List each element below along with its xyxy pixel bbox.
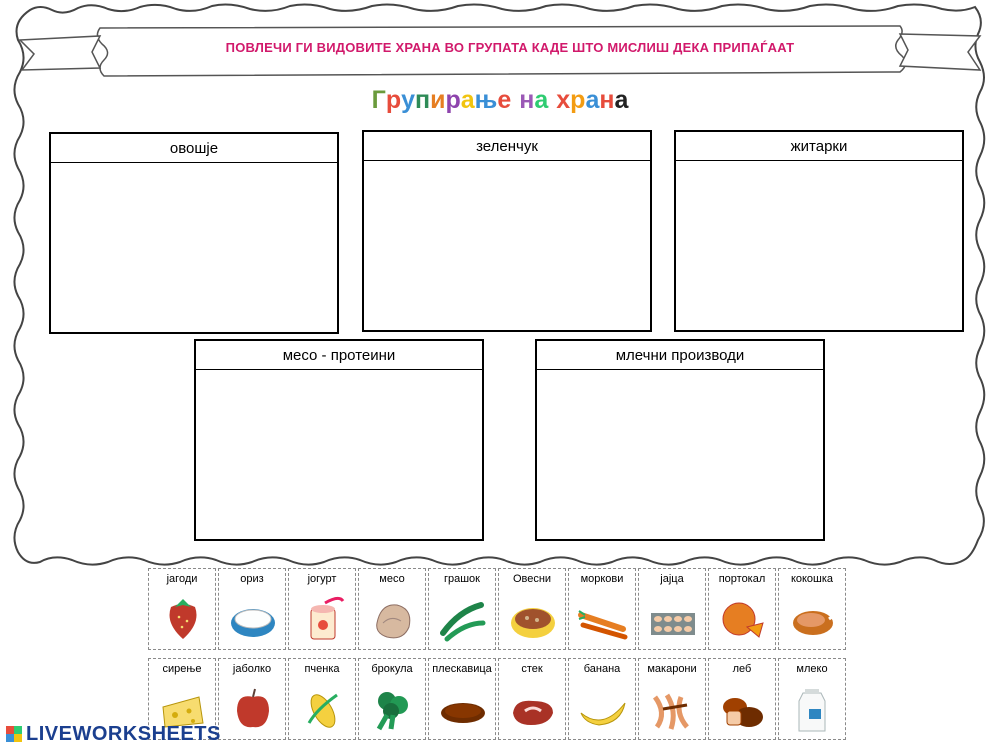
food-card-broccoli[interactable] — [358, 658, 426, 740]
pasta-icon — [647, 683, 699, 733]
food-card-label: портокал — [718, 573, 766, 585]
title-letter: а — [460, 86, 475, 114]
group-box-grains[interactable] — [674, 130, 964, 332]
title-letter: р — [570, 86, 586, 114]
oats-icon — [507, 593, 559, 643]
food-card-label: плескавица — [432, 663, 492, 675]
title-letter: а — [585, 86, 600, 114]
drop-zone-meat-protein[interactable] — [196, 370, 482, 539]
group-box-dairy[interactable] — [535, 339, 825, 541]
title-letter: а — [614, 86, 629, 114]
food-card-label: брокула — [371, 663, 413, 675]
patty-icon — [437, 683, 489, 733]
food-card-label: банана — [583, 663, 621, 675]
milk-icon — [787, 683, 839, 733]
food-card-bread[interactable] — [708, 658, 776, 740]
food-card-chicken[interactable] — [778, 568, 846, 650]
food-card-pasta[interactable] — [638, 658, 706, 740]
food-card-corn[interactable] — [288, 658, 356, 740]
food-card-rice[interactable] — [218, 568, 286, 650]
chicken-icon — [787, 593, 839, 643]
group-label-grains: житарки — [676, 132, 962, 161]
drop-zone-vegetables[interactable] — [364, 161, 650, 330]
meat-icon — [367, 593, 419, 643]
yogurt-icon — [297, 593, 349, 643]
food-card-banana[interactable] — [568, 658, 636, 740]
drop-zone-grains[interactable] — [676, 161, 962, 330]
title-letter: п — [415, 86, 431, 114]
title-letter: р — [385, 86, 402, 114]
food-card-patty[interactable] — [428, 658, 496, 740]
ribbon-right-tail — [900, 34, 980, 70]
title-letter: Г — [371, 86, 386, 114]
food-card-eggs[interactable] — [638, 568, 706, 650]
food-card-label: пченка — [304, 663, 340, 675]
food-card-label: макарони — [647, 663, 697, 675]
food-card-label: јогурт — [307, 573, 337, 585]
steak-icon — [507, 683, 559, 733]
food-card-strawberry[interactable] — [148, 568, 216, 650]
brand-name: LIVEWORKSHEETS — [26, 722, 221, 745]
food-card-steak[interactable] — [498, 658, 566, 740]
food-card-label: кокошка — [790, 573, 834, 585]
rice-icon — [227, 593, 279, 643]
food-card-label: Овесни — [512, 573, 552, 585]
corn-icon — [297, 683, 349, 733]
food-card-label: месо — [379, 573, 405, 585]
group-label-fruit: овошје — [51, 134, 337, 163]
group-box-meat-protein[interactable] — [194, 339, 484, 541]
food-card-carrots[interactable] — [568, 568, 636, 650]
title-letter: у — [401, 86, 415, 114]
title-letter: н — [519, 86, 535, 114]
food-card-label: стек — [521, 663, 543, 675]
food-card-oats[interactable] — [498, 568, 566, 650]
food-card-apple[interactable] — [218, 658, 286, 740]
food-card-yogurt[interactable] — [288, 568, 356, 650]
title-letter: а — [534, 86, 549, 114]
liveworksheets-logo — [6, 722, 221, 746]
food-card-label: млеко — [796, 663, 828, 675]
page-title — [0, 86, 1000, 115]
title-letter: е — [497, 86, 512, 114]
food-card-milk[interactable] — [778, 658, 846, 740]
group-box-fruit[interactable] — [49, 132, 339, 334]
food-cards-tray — [140, 562, 852, 740]
logo-mark-icon — [6, 726, 22, 742]
drop-zone-fruit[interactable] — [51, 163, 337, 332]
title-letter: р — [445, 86, 461, 114]
bread-icon — [717, 683, 769, 733]
group-label-meat-protein: месо - протеини — [196, 341, 482, 370]
group-label-dairy: млечни производи — [537, 341, 823, 370]
title-letter: н — [599, 86, 615, 114]
apple-icon — [227, 683, 279, 733]
peas-icon — [437, 593, 489, 643]
ribbon-left-tail — [20, 36, 100, 70]
carrots-icon — [577, 593, 629, 643]
orange-icon — [717, 593, 769, 643]
food-card-meat[interactable] — [358, 568, 426, 650]
food-card-label: ориз — [240, 573, 264, 585]
food-card-label: грашок — [443, 573, 480, 585]
food-card-label: леб — [732, 663, 752, 675]
instruction-text: ПОВЛЕЧИ ГИ ВИДОВИТЕ ХРАНА ВО ГРУПАТА КАДЕ ШТО МИСЛИШ ДЕКА ПРИПАЃААТ — [225, 40, 795, 55]
group-box-vegetables[interactable] — [362, 130, 652, 332]
food-card-label: јајца — [660, 573, 684, 585]
food-card-peas[interactable] — [428, 568, 496, 650]
food-card-label: јагоди — [166, 573, 198, 585]
drop-zone-dairy[interactable] — [537, 370, 823, 539]
broccoli-icon — [367, 683, 419, 733]
group-label-vegetables: зеленчук — [364, 132, 650, 161]
title-letter: и — [430, 86, 446, 114]
title-letter: њ — [474, 86, 498, 114]
food-card-label: моркови — [580, 573, 624, 585]
food-card-label: јаболко — [232, 663, 272, 675]
title-letter: х — [556, 86, 571, 114]
food-card-orange[interactable] — [708, 568, 776, 650]
food-card-label: сирење — [162, 663, 202, 675]
banana-icon — [577, 683, 629, 733]
eggs-icon — [647, 593, 699, 643]
strawberry-icon — [157, 593, 209, 643]
